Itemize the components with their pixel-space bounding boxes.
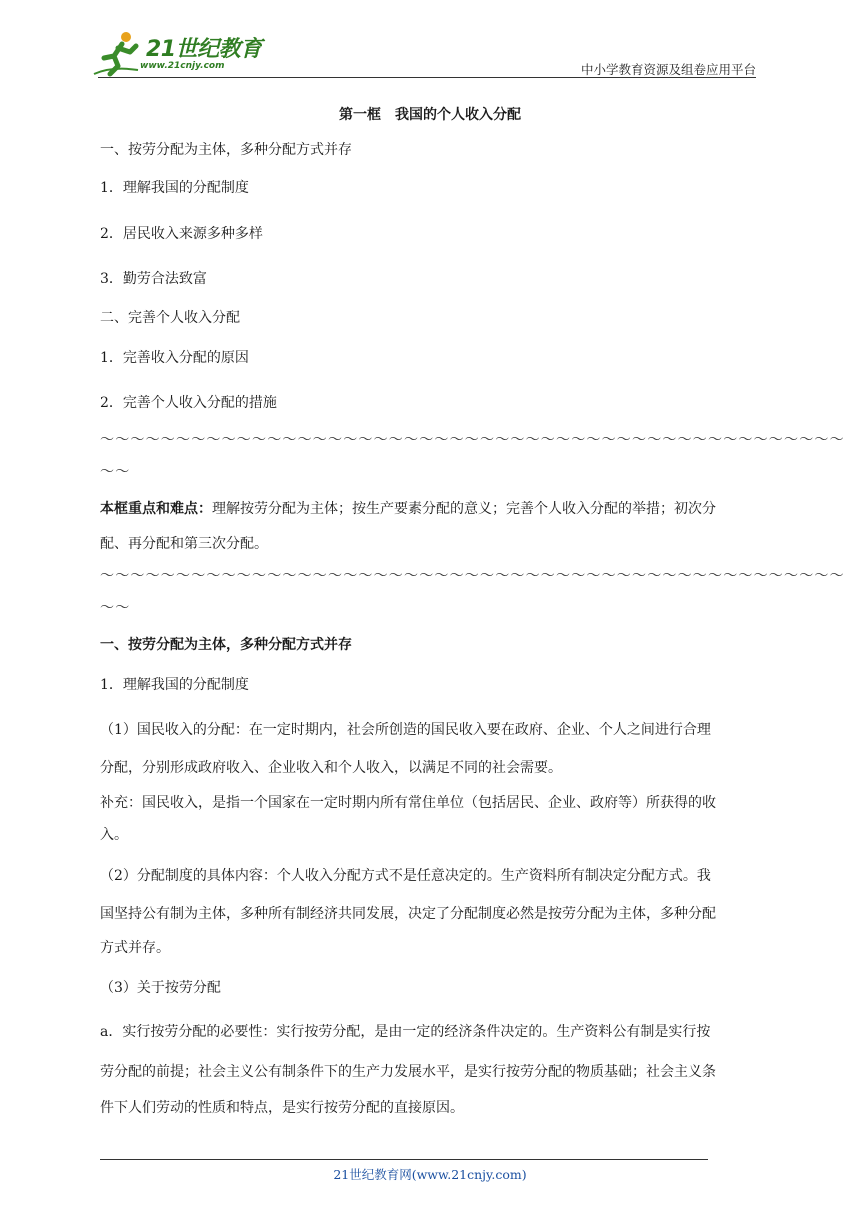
outline-item: 3．勤劳合法致富 <box>100 271 207 287</box>
paragraph-line: 分配，分别形成政府收入、企业收入和个人收入，以满足不同的社会需要。 <box>100 760 562 776</box>
outline-item: 二、完善个人收入分配 <box>100 310 240 326</box>
paragraph-line: 件下人们劳动的性质和特点，是实行按劳分配的直接原因。 <box>100 1100 464 1116</box>
logo-text: 21世纪教育 <box>146 37 262 62</box>
page-title: 第一框 我国的个人收入分配 <box>339 107 521 123</box>
outline-item: 2．居民收入来源多种多样 <box>100 226 263 242</box>
outline-item: 1．完善收入分配的原因 <box>100 350 249 366</box>
tilde-divider-tail: ～～ <box>100 464 131 480</box>
keypoints-text: 理解按劳分配为主体；按生产要素分配的意义；完善个人收入分配的举措；初次分 <box>212 501 716 517</box>
outline-item: 1．理解我国的分配制度 <box>100 180 249 196</box>
paragraph-line: 国坚持公有制为主体，多种所有制经济共同发展，决定了分配制度必然是按劳分配为主体，多种分配 <box>100 906 716 922</box>
logo <box>92 30 262 78</box>
keypoints <box>100 499 716 519</box>
subsection-heading: 1．理解我国的分配制度 <box>100 677 249 693</box>
platform-name: 中小学教育资源及组卷应用平台 <box>580 62 756 77</box>
keypoints-label: 本框重点和难点： <box>100 501 212 517</box>
outline-item: 一、按劳分配为主体，多种分配方式并存 <box>100 142 352 158</box>
tilde-divider: ～～～～～～～～～～～～～～～～～～～～～～～～～～～～～～～～～～～～～～～～～～～～～～～～～ <box>100 432 845 448</box>
logo-url: www.21cnjy.com <box>140 61 225 71</box>
paragraph-line: 劳分配的前提；社会主义公有制条件下的生产力发展水平，是实行按劳分配的物质基础；社会主义条 <box>100 1064 716 1080</box>
footer-divider <box>100 1159 708 1160</box>
tilde-divider: ～～～～～～～～～～～～～～～～～～～～～～～～～～～～～～～～～～～～～～～～～～～～～～～～～ <box>100 568 845 584</box>
paragraph-line: 补充：国民收入，是指一个国家在一定时期内所有常住单位（包括居民、企业、政府等）所获得的收 <box>100 795 716 811</box>
paragraph-heading: （3）关于按劳分配 <box>100 980 221 996</box>
footer-link[interactable]: 21世纪教育网(www.21cnjy.com) <box>333 1167 527 1182</box>
outline-item: 2．完善个人收入分配的措施 <box>100 395 277 411</box>
paragraph-line: a．实行按劳分配的必要性：实行按劳分配，是由一定的经济条件决定的。生产资料公有制是实行按 <box>100 1024 711 1040</box>
paragraph-line: 方式并存。 <box>100 940 170 956</box>
header-divider <box>98 77 756 78</box>
paragraph-line: （2）分配制度的具体内容：个人收入分配方式不是任意决定的。生产资料所有制决定分配方式。我 <box>100 868 711 884</box>
runner-logo-icon <box>92 30 144 78</box>
section-heading: 一、按劳分配为主体，多种分配方式并存 <box>100 637 352 653</box>
keypoints-cont: 配、再分配和第三次分配。 <box>100 536 268 552</box>
paragraph-line: 入。 <box>100 827 128 843</box>
page-header <box>0 0 860 82</box>
paragraph-line: （1）国民收入的分配：在一定时期内，社会所创造的国民收入要在政府、企业、个人之间进行合理 <box>100 722 711 738</box>
tilde-divider-tail: ～～ <box>100 600 131 616</box>
